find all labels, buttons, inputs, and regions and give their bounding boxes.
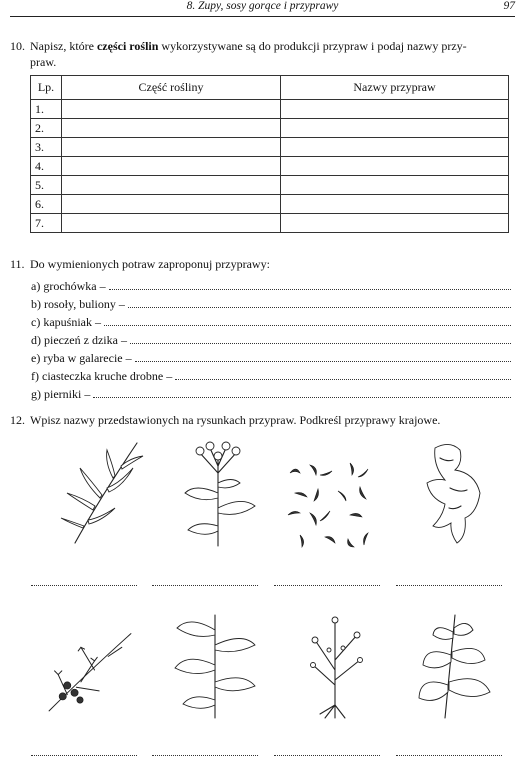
page-header [10, 0, 515, 17]
table-header-row [31, 76, 509, 100]
part-cell[interactable] [62, 176, 281, 195]
list-item [31, 384, 511, 402]
question-text: Wpisz nazwy przedstawionych na rysunkach przypraw. Podkreśl przyprawy krajowe. [30, 413, 441, 427]
dish-label: g) pierniki – [31, 387, 91, 401]
column-header-part: Część rośliny [62, 76, 281, 100]
column-header-spices: Nazwy przypraw [281, 76, 509, 100]
answer-line[interactable] [109, 289, 511, 290]
question-12 [10, 412, 440, 428]
spice-cell[interactable] [281, 176, 509, 195]
thyme-plant-drawing [285, 610, 385, 720]
dish-label: f) ciasteczka kruche drobne – [31, 369, 173, 383]
page-number: 97 [503, 0, 515, 12]
chapter-title: 8. Zupy, sosy gorące i przyprawy [186, 0, 339, 12]
part-cell[interactable] [62, 157, 281, 176]
part-cell[interactable] [62, 214, 281, 233]
spice-cell[interactable] [281, 195, 509, 214]
flowering-plant-drawing [170, 438, 270, 548]
list-item [31, 276, 511, 294]
answer-line[interactable] [135, 361, 511, 362]
answer-line[interactable] [128, 307, 511, 308]
spice-cell[interactable] [281, 138, 509, 157]
table-row [31, 138, 509, 157]
plant-parts-table [30, 75, 509, 233]
dish-label: b) rosoły, buliony – [31, 297, 125, 311]
question-text: Do wymienionych potraw zaproponuj przyprawy: [30, 257, 270, 271]
answer-line[interactable] [31, 755, 137, 756]
part-cell[interactable] [62, 195, 281, 214]
spice-cell[interactable] [281, 119, 509, 138]
list-item [31, 366, 511, 384]
seeds-drawing [280, 448, 380, 558]
row-number: 5. [31, 176, 62, 195]
question-11 [10, 256, 270, 272]
spice-cell[interactable] [281, 214, 509, 233]
answer-line[interactable] [274, 755, 380, 756]
answer-line[interactable] [396, 585, 502, 586]
list-item [31, 312, 511, 330]
mint-plant-drawing [405, 610, 505, 720]
table-row [31, 119, 509, 138]
spice-cell[interactable] [281, 100, 509, 119]
question-text-end: wykorzystywane są do produkcji przypraw i podaj nazwy przy- [158, 39, 467, 53]
root-drawing [405, 438, 505, 548]
dish-label: e) ryba w galarecie – [31, 351, 132, 365]
list-item [31, 330, 511, 348]
row-number: 1. [31, 100, 62, 119]
row-number: 2. [31, 119, 62, 138]
list-item [31, 348, 511, 366]
table-row [31, 214, 509, 233]
part-cell[interactable] [62, 100, 281, 119]
question-number: 12. [10, 413, 25, 427]
question-number: 10. [10, 39, 25, 53]
juniper-branch-drawing [40, 615, 140, 725]
row-number: 7. [31, 214, 62, 233]
answer-line[interactable] [152, 585, 258, 586]
part-cell[interactable] [62, 119, 281, 138]
question-number: 11. [10, 257, 25, 271]
question-text-start: Napisz, które [30, 39, 97, 53]
answer-line[interactable] [130, 343, 511, 344]
answer-line[interactable] [93, 397, 511, 398]
answer-line[interactable] [396, 755, 502, 756]
spice-cell[interactable] [281, 157, 509, 176]
answer-line[interactable] [152, 755, 258, 756]
bay-leaf-branch-drawing [165, 610, 265, 720]
column-header-lp: Lp. [31, 76, 62, 100]
table-row [31, 100, 509, 119]
question-text-line2: praw. [30, 55, 57, 69]
part-cell[interactable] [62, 138, 281, 157]
table-row [31, 195, 509, 214]
row-number: 6. [31, 195, 62, 214]
tarragon-sprig-drawing [55, 438, 155, 548]
dish-list [31, 276, 511, 402]
question-text-bold: części roślin [96, 39, 159, 53]
answer-line[interactable] [274, 585, 380, 586]
answer-line[interactable] [175, 379, 511, 380]
dish-label: a) grochówka – [31, 279, 106, 293]
row-number: 4. [31, 157, 62, 176]
list-item [31, 294, 511, 312]
table-row [31, 176, 509, 195]
row-number: 3. [31, 138, 62, 157]
dish-label: c) kapuśniak – [31, 315, 101, 329]
dish-label: d) pieczeń z dzika – [31, 333, 127, 347]
answer-line[interactable] [104, 325, 511, 326]
answer-line[interactable] [31, 585, 137, 586]
question-10 [10, 38, 510, 70]
table-row [31, 157, 509, 176]
